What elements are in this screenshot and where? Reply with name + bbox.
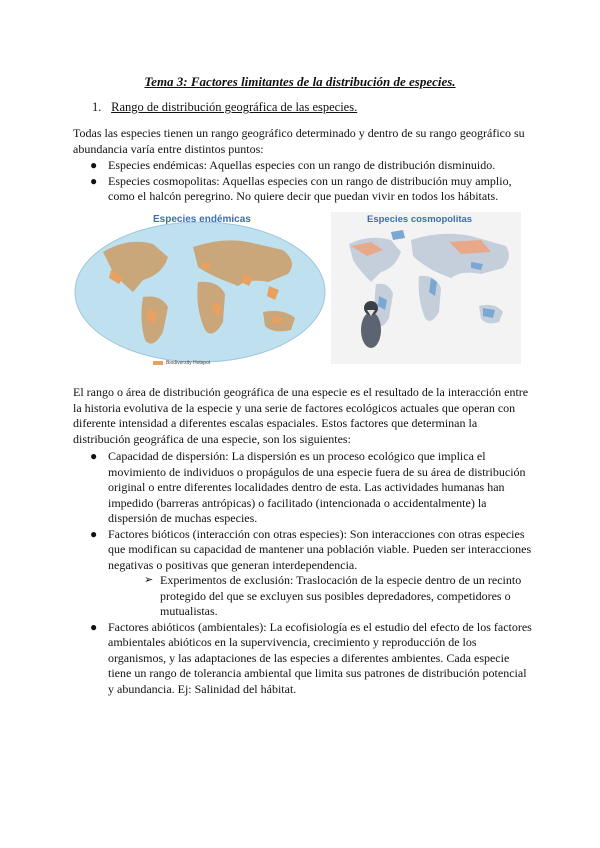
intro-paragraph: Todas las especies tienen un rango geográfico determinado y dentro de su rango geográfico su abundancia varía entre distintos puntos: <box>73 126 525 156</box>
map-legend <box>153 360 210 366</box>
list-item-text: Especies cosmopolitas: Aquellas especies con un rango de distribución muy amplio, como el halcón peregrino. No quiere decir que puedan vivir en todos los hábitats. <box>108 173 512 203</box>
section-heading <box>92 100 357 115</box>
list-item-text: Factores bióticos (interacción con otras especies): Son interacciones con otras especies que modifican su capacidad de mantener una población viable. Pueden ser interacciones negativas o positivas que generan interdependencia. <box>108 526 532 572</box>
section-heading-text: Rango de distribución geográfica de las especies. <box>111 100 358 114</box>
endemic-world-map-image <box>73 212 328 372</box>
bullet-icon: ● <box>90 449 98 463</box>
species-types-list <box>90 158 535 205</box>
list-item-text: Capacidad de dispersión: La dispersión es un proceso ecológico que implica el movimiento de individuos o propágulos de una especie fuera de su área de distribución original o entre diferentes localidades dentro de esta. Las actividades humanas han impedido (barreras antrópicas) o facilitado (intencionada o accidentalmente) la dispersión de muchas especies. <box>108 449 526 525</box>
list-item-text: Factores abióticos (ambientales): La ecofisiología es el estudio del efecto de los factores ambientales abióticos en la supervivencia, crecimiento y reproducción de los organismos, y las adaptaciones de las especies a diferentes ambientes. Cada especie tiene un rango de tolerancia ambiental que limita sus patrones de distribución potencial y abundancia. Ej: Salinidad del hábitat. <box>108 619 532 696</box>
list-item <box>90 527 535 620</box>
endemic-map-title: Especies endémicas <box>153 214 251 225</box>
cosmopolitan-map <box>331 212 521 364</box>
cosmopolitan-world-map-image <box>331 212 521 364</box>
legend-label: Biodiversity Hotspot <box>166 360 211 366</box>
sub-list-item <box>108 573 535 620</box>
hotspot-swatch <box>153 361 163 365</box>
bullet-icon: ● <box>90 526 98 541</box>
page-title: Tema 3: Factores limitantes de la distribución de especies. <box>144 74 456 89</box>
sub-list <box>108 573 535 620</box>
list-item <box>90 620 535 698</box>
list-item <box>90 449 535 527</box>
bullet-icon: ● <box>90 619 98 634</box>
endemic-map <box>73 212 328 372</box>
factors-list <box>90 449 535 697</box>
cosmopolitan-map-title: Especies cosmopolitas <box>367 214 473 225</box>
bullet-icon: ● <box>90 158 98 172</box>
range-paragraph: El rango o área de distribución geográfica de una especie es el resultado de la interacción entre la historia evolutiva de la especie y una serie de factores ecológicos actuales que operan con diferente intensidad a diferentes escalas espaciales. Estos factores que determinan la distribución geográfica de una especie, son los siguientes: <box>73 385 529 446</box>
arrow-bullet-icon: ➢ <box>144 574 154 586</box>
sub-list-item-text: Experimentos de exclusión: Traslocación de la especie dentro de un recinto protegido del que se excluyen sus posibles depredadores, competidores o mutualistas. <box>160 573 522 618</box>
list-item-text: Especies endémicas: Aquellas especies con un rango de distribución disminuido. <box>108 158 496 172</box>
section-number: 1. <box>92 100 102 114</box>
bullet-icon: ● <box>90 173 98 188</box>
list-item <box>90 174 535 205</box>
distribution-figure <box>73 212 523 372</box>
list-item <box>90 158 535 174</box>
